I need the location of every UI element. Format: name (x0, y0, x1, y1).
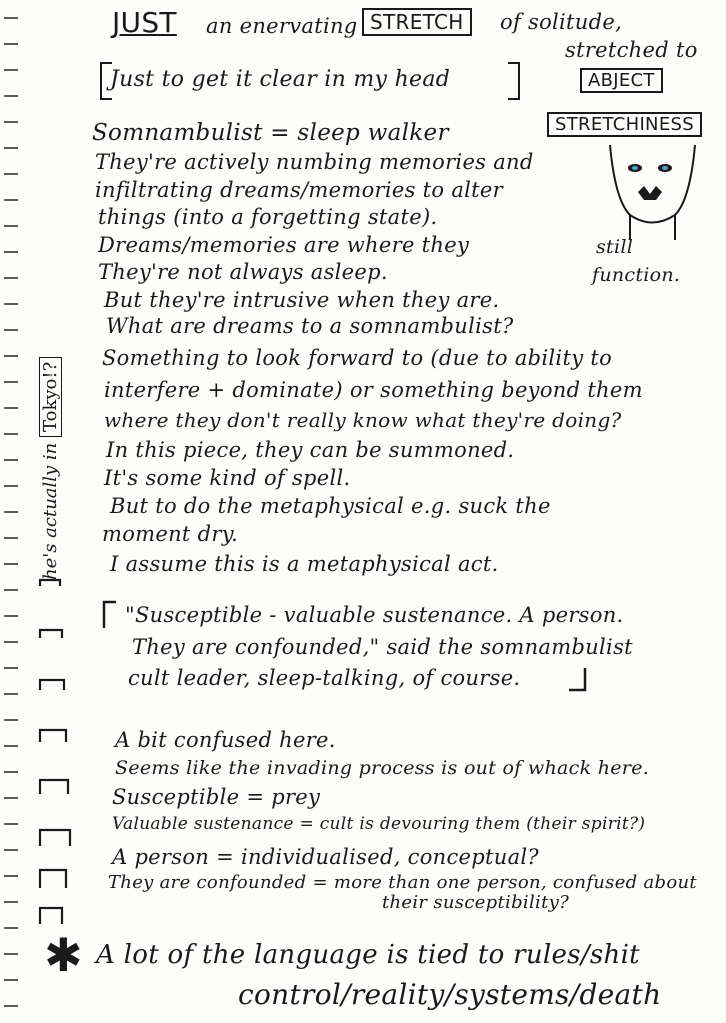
gutter-doodles (30, 540, 100, 940)
quote-line-2: They are confounded," said the somnambulist (132, 635, 633, 659)
gutter-doodle-mark (40, 908, 62, 924)
note-line-10: What are dreams to a somnambulist? (106, 314, 514, 338)
stretch-box: STRETCH (362, 8, 472, 36)
note-line-15: It's some kind of spell. (104, 466, 351, 490)
quote-bracket-close (565, 666, 589, 696)
gutter-doodle-mark (40, 680, 64, 690)
note-line-16: But to do the metaphysical e.g. suck the (110, 494, 551, 518)
note-line-11: Something to look forward to (due to ability to (102, 346, 613, 370)
footer-line-1: A lot of the language is tied to rules/shit (96, 940, 640, 970)
obs-line-2: Seems like the invading process is out of whack here. (115, 757, 650, 779)
quote-line-1: "Susceptible - valuable sustenance. A person. (125, 603, 624, 627)
obs-line-6: They are confounded = more than one person, confused about (108, 872, 697, 893)
note-line-17: moment dry. (102, 522, 239, 546)
sign-stretchiness: STRETCHINESS (547, 112, 702, 137)
quote-bracket-open (100, 600, 120, 630)
obs-line-5: A person = individualised, conceptual? (112, 845, 539, 869)
gutter-doodle-mark (40, 830, 70, 846)
obs-line-3: Susceptible = prey (112, 785, 321, 809)
gutter-doodle-mark (40, 630, 62, 638)
side-note: he's actually in Tokyo!? (40, 357, 61, 580)
notebook-margin (0, 0, 20, 1023)
note-line-13: where they don't really know what they're doing? (104, 408, 622, 432)
note-line-6: things (into a forgetting state). (98, 205, 438, 229)
gutter-doodle-mark (40, 580, 60, 586)
asterisk-mark: ✱ (44, 928, 83, 982)
note-line-9: But they're intrusive when they are. (104, 288, 500, 312)
bracketed-note: Just to get it clear in my head (100, 62, 520, 100)
note-line-4: They're actively numbing memories and (95, 150, 534, 174)
header-just: JUST (112, 6, 177, 39)
header-text-1: an enervating (206, 14, 358, 38)
note-line-7-c: function. (592, 264, 681, 286)
gutter-doodle-mark (40, 730, 66, 742)
gutter-doodle-mark (40, 780, 68, 794)
note-line-14: In this piece, they can be summoned. (106, 438, 515, 462)
note-line-12: interfere + dominate) or something beyond them (104, 378, 643, 402)
note-line-5: infiltrating dreams/memories to alter (95, 178, 503, 202)
obs-line-7: their susceptibility? (382, 892, 570, 913)
side-note-place: Tokyo!? (39, 357, 62, 437)
note-line-3: Somnambulist = sleep walker (92, 120, 449, 146)
note-line-7-b: still (596, 236, 634, 258)
note-line-18: I assume this is a metaphysical act. (110, 552, 499, 576)
quote-line-3: cult leader, sleep-talking, of course. (128, 666, 521, 690)
note-line-7: Dreams/memories are where they (98, 233, 470, 257)
obs-line-1: A bit confused here. (115, 728, 336, 752)
obs-line-4: Valuable sustenance = cult is devouring them (their spirit?) (112, 814, 646, 834)
sign-abject: ABJECT (580, 68, 663, 93)
footer-line-2: control/reality/systems/death (238, 978, 662, 1011)
creature-drawing (600, 140, 710, 250)
gutter-doodle-mark (40, 870, 66, 888)
header-text-3: stretched to (565, 38, 698, 62)
header-text-2: of solitude, (500, 10, 623, 34)
note-line-8: They're not always asleep. (98, 260, 388, 284)
